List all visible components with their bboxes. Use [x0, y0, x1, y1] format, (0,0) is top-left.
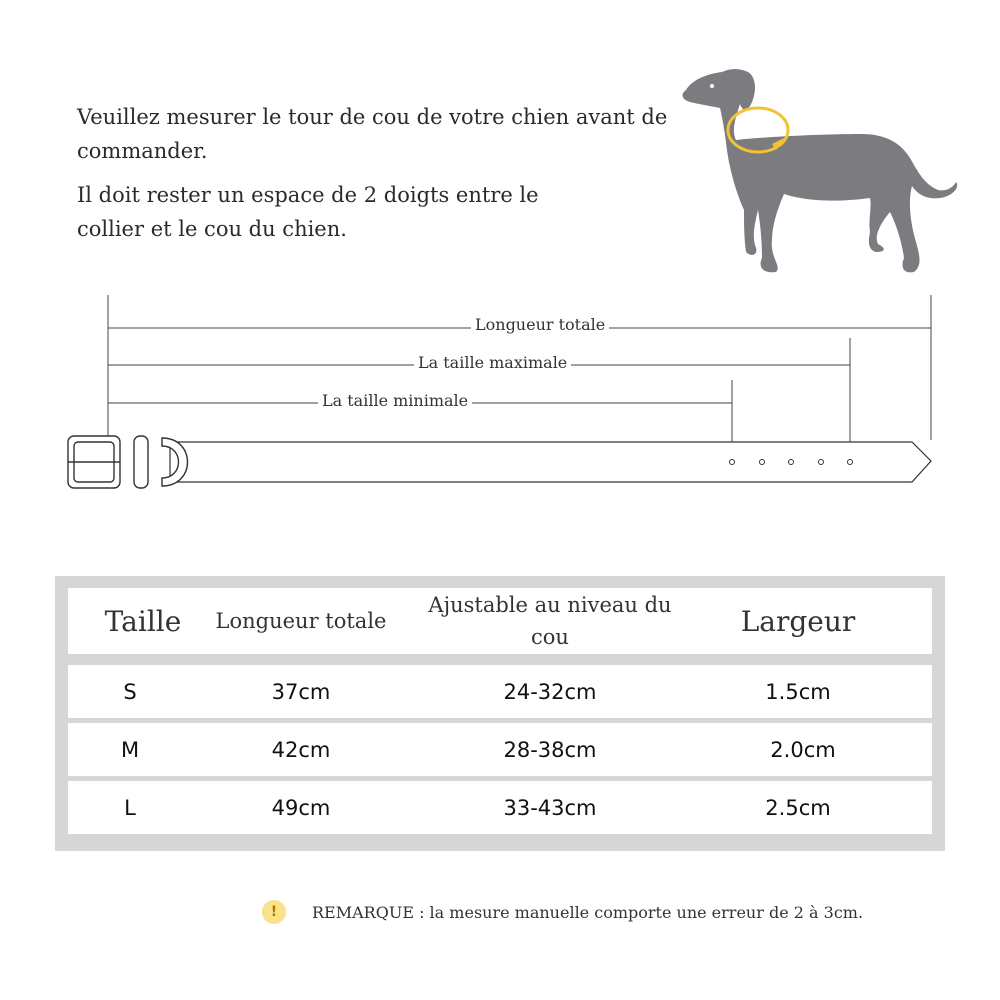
min-size-label: La taille minimale: [318, 391, 472, 410]
table-header-row: [68, 588, 932, 654]
cell-size: M: [120, 737, 140, 762]
collar-hole: [819, 460, 824, 465]
cell-size: S: [123, 679, 137, 704]
dog-eye: [710, 84, 714, 88]
header-length: Longueur totale: [215, 609, 387, 633]
cell-width: 1.5cm: [765, 679, 831, 704]
collar-strap: [170, 442, 931, 482]
cell-length: 49cm: [271, 795, 331, 820]
max-size-label: La taille maximale: [414, 353, 571, 372]
total-length-label: Longueur totale: [471, 315, 609, 334]
header-size: Taille: [104, 604, 182, 638]
cell-width: 2.5cm: [765, 795, 831, 820]
cell-adjust: 24-32cm: [503, 679, 597, 704]
collar-hole: [789, 460, 794, 465]
dog-silhouette: [683, 69, 958, 272]
note-text: REMARQUE : la mesure manuelle comporte une erreur de 2 à 3cm.: [312, 902, 864, 922]
intro-text: [77, 100, 677, 256]
collar-hole: [760, 460, 765, 465]
header-adjust: Ajustable au niveau du cou: [428, 593, 672, 649]
cell-size: L: [124, 795, 136, 820]
intro-line-2: Il doit rester un espace de 2 doigts entre le collier et le cou du chien.: [77, 183, 539, 241]
cell-adjust: 28-38cm: [503, 737, 597, 762]
cell-length: 42cm: [271, 737, 331, 762]
table-row: [68, 665, 932, 718]
cell-adjust: 33-43cm: [503, 795, 597, 820]
size-table: [55, 576, 945, 851]
intro-line-1: Veuillez mesurer le tour de cou de votre chien avant de commander.: [77, 105, 668, 163]
cell-width: 2.0cm: [770, 737, 836, 762]
warning-icon: !: [262, 900, 286, 924]
dog-illustration: [672, 62, 962, 282]
note: [262, 900, 863, 924]
header-width: Largeur: [740, 604, 856, 638]
collar-diagram: [0, 290, 1000, 500]
cell-length: 37cm: [271, 679, 331, 704]
collar-hole: [730, 460, 735, 465]
table-row: [68, 723, 932, 776]
collar-hole: [848, 460, 853, 465]
table-row: [68, 781, 932, 834]
